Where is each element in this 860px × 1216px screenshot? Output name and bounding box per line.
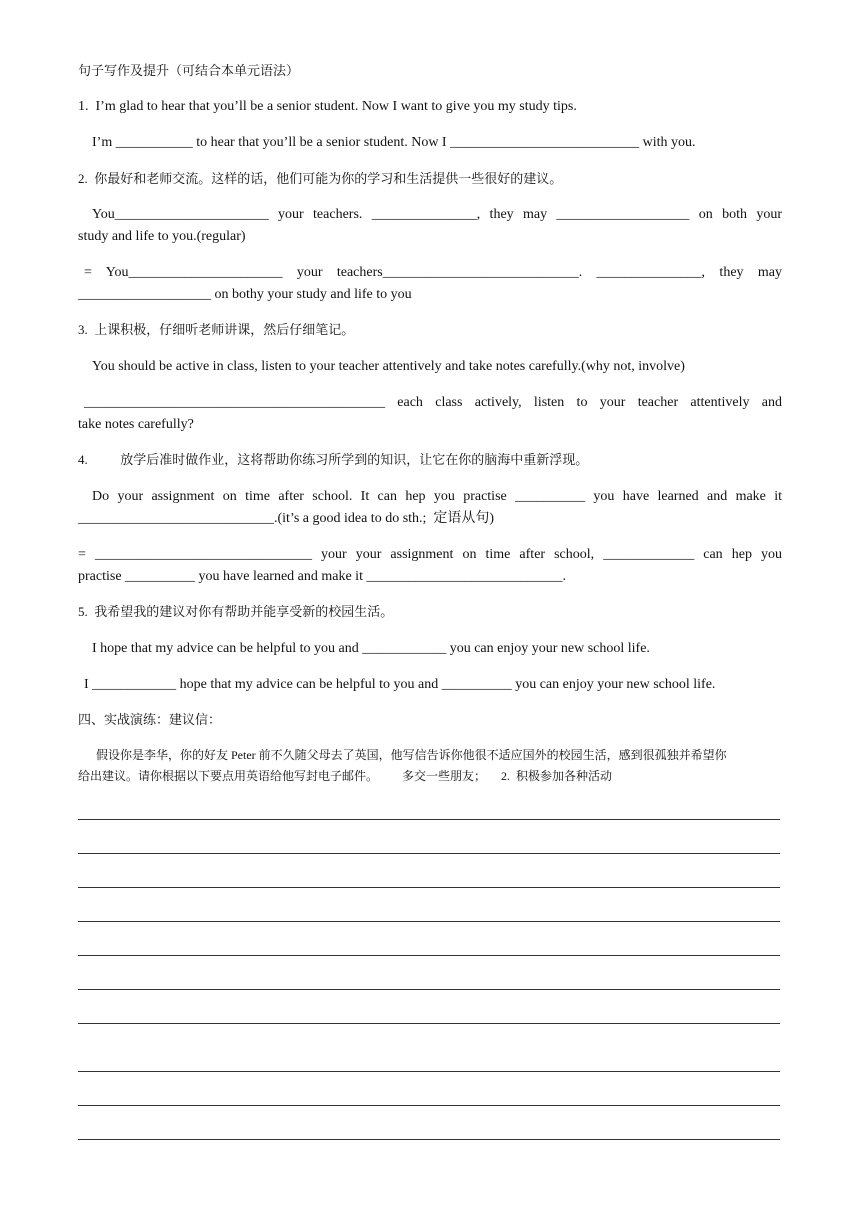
writing-line (78, 1139, 780, 1140)
q2-line1b: study and life to you.(regular) (78, 229, 246, 244)
q4-line2b: practise __________ you have learned and make it ____________________________. (78, 569, 566, 584)
q4-line2a: = _______________________________ your your assignment on time after school, _____________ can hep you (78, 547, 782, 562)
section4-title: 四、实战演练：建议信： (78, 712, 222, 727)
q4-line1a: Do your assignment on time after school. It can hep you practise __________ you have learned and make it (92, 489, 782, 504)
writing-line (78, 819, 780, 820)
q2-line2b: ___________________ on bothy your study and life to you (78, 287, 412, 302)
q3-prompt: 3. 上课积极，仔细听老师讲课，然后仔细笔记。 (78, 322, 355, 337)
q5-line1: I hope that my advice can be helpful to you and ____________ you can enjoy your new school life. (92, 641, 650, 656)
writing-line (78, 1105, 780, 1106)
q5-line2: I ____________ hope that my advice can be helpful to you and __________ you can enjoy your new school life. (84, 677, 716, 692)
writing-line (78, 1071, 780, 1072)
q3-rewrite-a: ___________________________________________ each class actively, listen to your teacher attentively and (84, 395, 782, 410)
section4-task-a: 假设你是李华，你的好友 Peter 前不久随父母去了英国，他写信告诉你他很不适应国外的校园生活，感到很孤独并希望你 (96, 748, 727, 762)
q2-prompt: 2. 你最好和老师交流。这样的话，他们可能为你的学习和生活提供一些很好的建议。 (78, 171, 563, 186)
writing-line (78, 955, 780, 956)
q4-prompt: 4. 放学后准时做作业，这将帮助你练习所学到的知识，让它在你的脑海中重新浮现。 (78, 452, 589, 467)
section-title: 句子写作及提升（可结合本单元语法） (78, 63, 300, 78)
q2-line1a: You______________________ your teachers. _______________, they may ___________________ on both your (92, 207, 782, 222)
writing-line (78, 887, 780, 888)
q4-line1b: ____________________________.(it’s a good idea to do sth.; 定语从句) (78, 511, 495, 526)
writing-line (78, 989, 780, 990)
q1-prompt: 1. I’m glad to hear that you’ll be a senior student. Now I want to give you my study tips. (78, 99, 577, 114)
q5-prompt: 5. 我希望我的建议对你有帮助并能享受新的校园生活。 (78, 604, 394, 619)
writing-line (78, 921, 780, 922)
writing-line (78, 1023, 780, 1024)
q3-sentence: You should be active in class, listen to your teacher attentively and take notes carefully.(why not, involve) (92, 359, 685, 374)
q2-line2a: = You______________________ your teachers____________________________. _______________, they may (84, 265, 782, 280)
q3-rewrite-b: take notes carefully? (78, 417, 194, 432)
q1-rewrite: I’m ___________ to hear that you’ll be a senior student. Now I ___________________________ with you. (92, 135, 696, 150)
section4-task-b: 给出建议。请你根据以下要点用英语给他写封电子邮件。 多交一些朋友； 2. 积极参加各种活动 (78, 769, 613, 783)
writing-line (78, 853, 780, 854)
